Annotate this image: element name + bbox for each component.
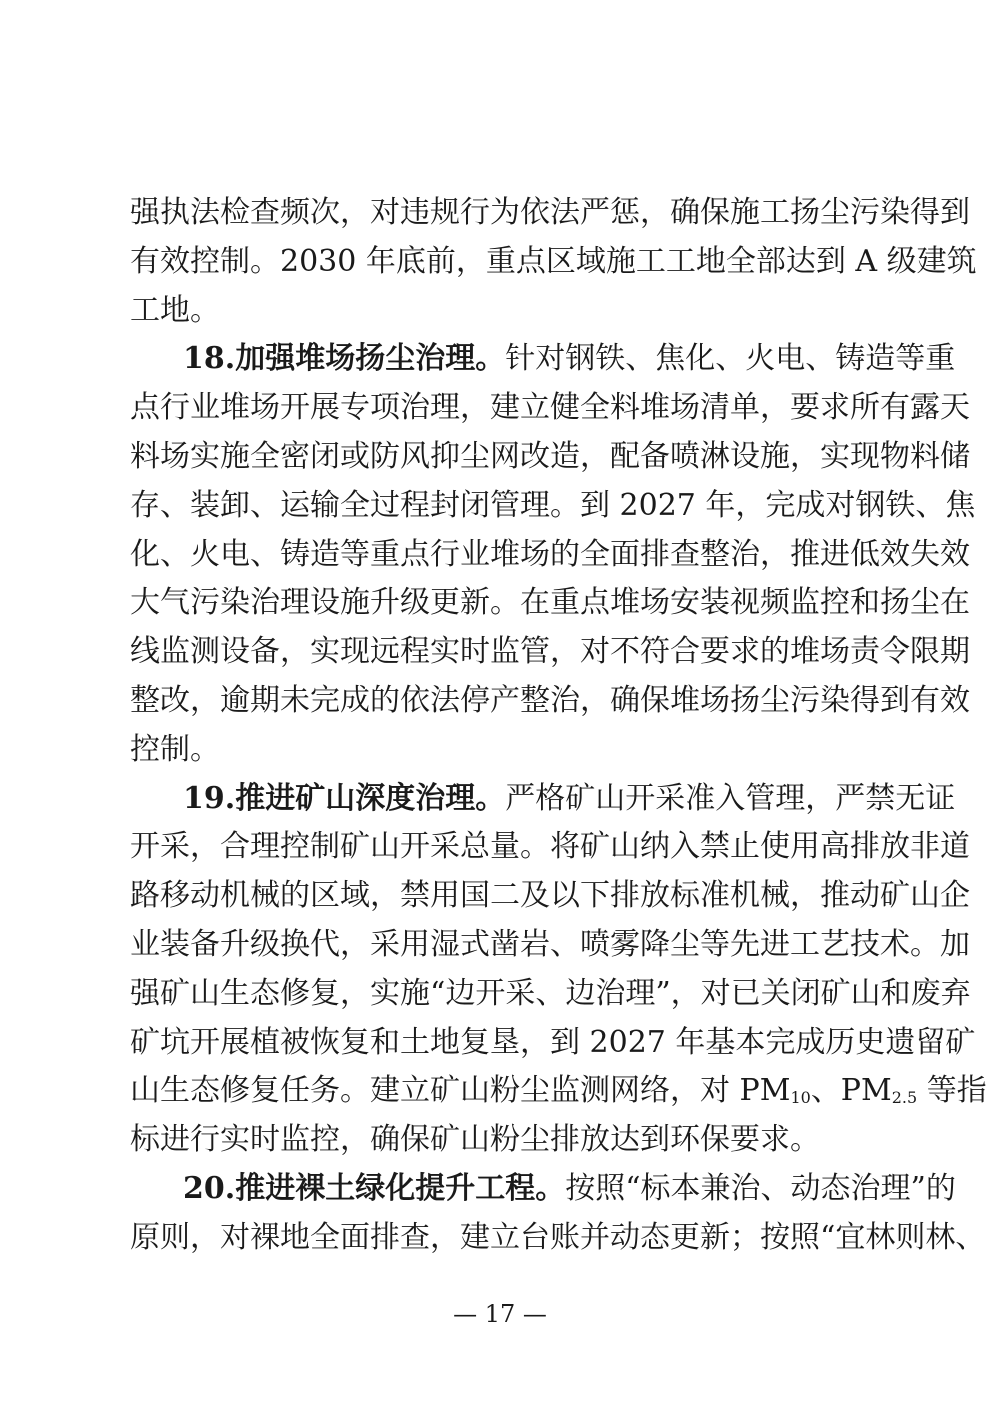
text-line: 强执法检查频次，对违规行为依法严惩，确保施工扬尘污染得到 xyxy=(130,195,970,230)
section-19-heading: 19.推进矿山深度治理。 xyxy=(183,780,506,816)
text-line: 料场实施全密闭或防风抑尘网改造，配备喷淋设施，实现物料储 xyxy=(130,438,970,474)
section-18-first-line xyxy=(130,335,956,384)
text-line: 点行业堆场开展专项治理，建立健全料堆场清单，要求所有露天 xyxy=(130,390,970,426)
text-line: 开采，合理控制矿山开采总量。将矿山纳入禁止使用高排放非道 xyxy=(130,829,970,865)
text-line: 强矿山生态修复，实施“边开采、边治理”，对已关闭矿山和废弃 xyxy=(130,975,971,1011)
text-line: 业装备升级换代，采用湿式凿岩、喷雾降尘等先进工艺技术。加 xyxy=(130,926,970,962)
text-line: 化、火电、铸造等重点行业堆场的全面排查整治，推进低效失效 xyxy=(130,536,970,572)
text-span: 山生态修复任务。建立矿山粉尘监测网络，对 PM xyxy=(130,1073,791,1109)
text-line: 整改，逾期未完成的依法停产整治，确保堆场扬尘污染得到有效 xyxy=(130,682,970,718)
text-line-pm xyxy=(130,1067,987,1116)
text-line: 有效控制。2030 年底前，重点区域施工工地全部达到 A 级建筑 xyxy=(130,243,977,279)
text-line: 线监测设备，实现远程实时监管，对不符合要求的堆场责令限期 xyxy=(130,634,970,670)
text-line: 矿坑开展植被恢复和土地复垦，到 2027 年基本完成历史遗留矿 xyxy=(130,1024,976,1060)
section-20-first-line xyxy=(130,1165,956,1214)
text-span: 针对钢铁、焦化、火电、铸造等重 xyxy=(505,341,956,377)
text-line: 控制。 xyxy=(130,731,220,767)
text-span: 严格矿山开采准入管理，严禁无证 xyxy=(505,780,956,816)
section-18-heading: 18.加强堆场扬尘治理。 xyxy=(183,341,506,377)
page-number: — 17 — xyxy=(453,1300,547,1328)
text-line: 原则，对裸地全面排查，建立台账并动态更新；按照“宜林则林、 xyxy=(130,1219,986,1255)
text-span: 按照“标本兼治、动态治理”的 xyxy=(565,1170,956,1206)
subscript: 2.5 xyxy=(891,1088,918,1108)
text-line: 大气污染治理设施升级更新。在重点堆场安装视频监控和扬尘在 xyxy=(130,585,970,621)
text-line: 工地。 xyxy=(130,292,220,328)
text-span xyxy=(130,1067,987,1116)
text-span: 等指 xyxy=(917,1073,987,1109)
text-line: 标进行实时监控，确保矿山粉尘排放达到环保要求。 xyxy=(130,1122,820,1158)
section-20-heading: 20.推进裸土绿化提升工程。 xyxy=(183,1170,566,1206)
text-line: 路移动机械的区域，禁用国二及以下排放标准机械，推动矿山企 xyxy=(130,878,970,914)
text-line: 存、装卸、运输全过程封闭管理。到 2027 年，完成对钢铁、焦 xyxy=(130,487,976,523)
section-19-first-line xyxy=(130,775,956,824)
subscript: 10 xyxy=(790,1088,811,1108)
document-body xyxy=(130,189,987,1263)
text-span: 、PM xyxy=(810,1073,892,1109)
